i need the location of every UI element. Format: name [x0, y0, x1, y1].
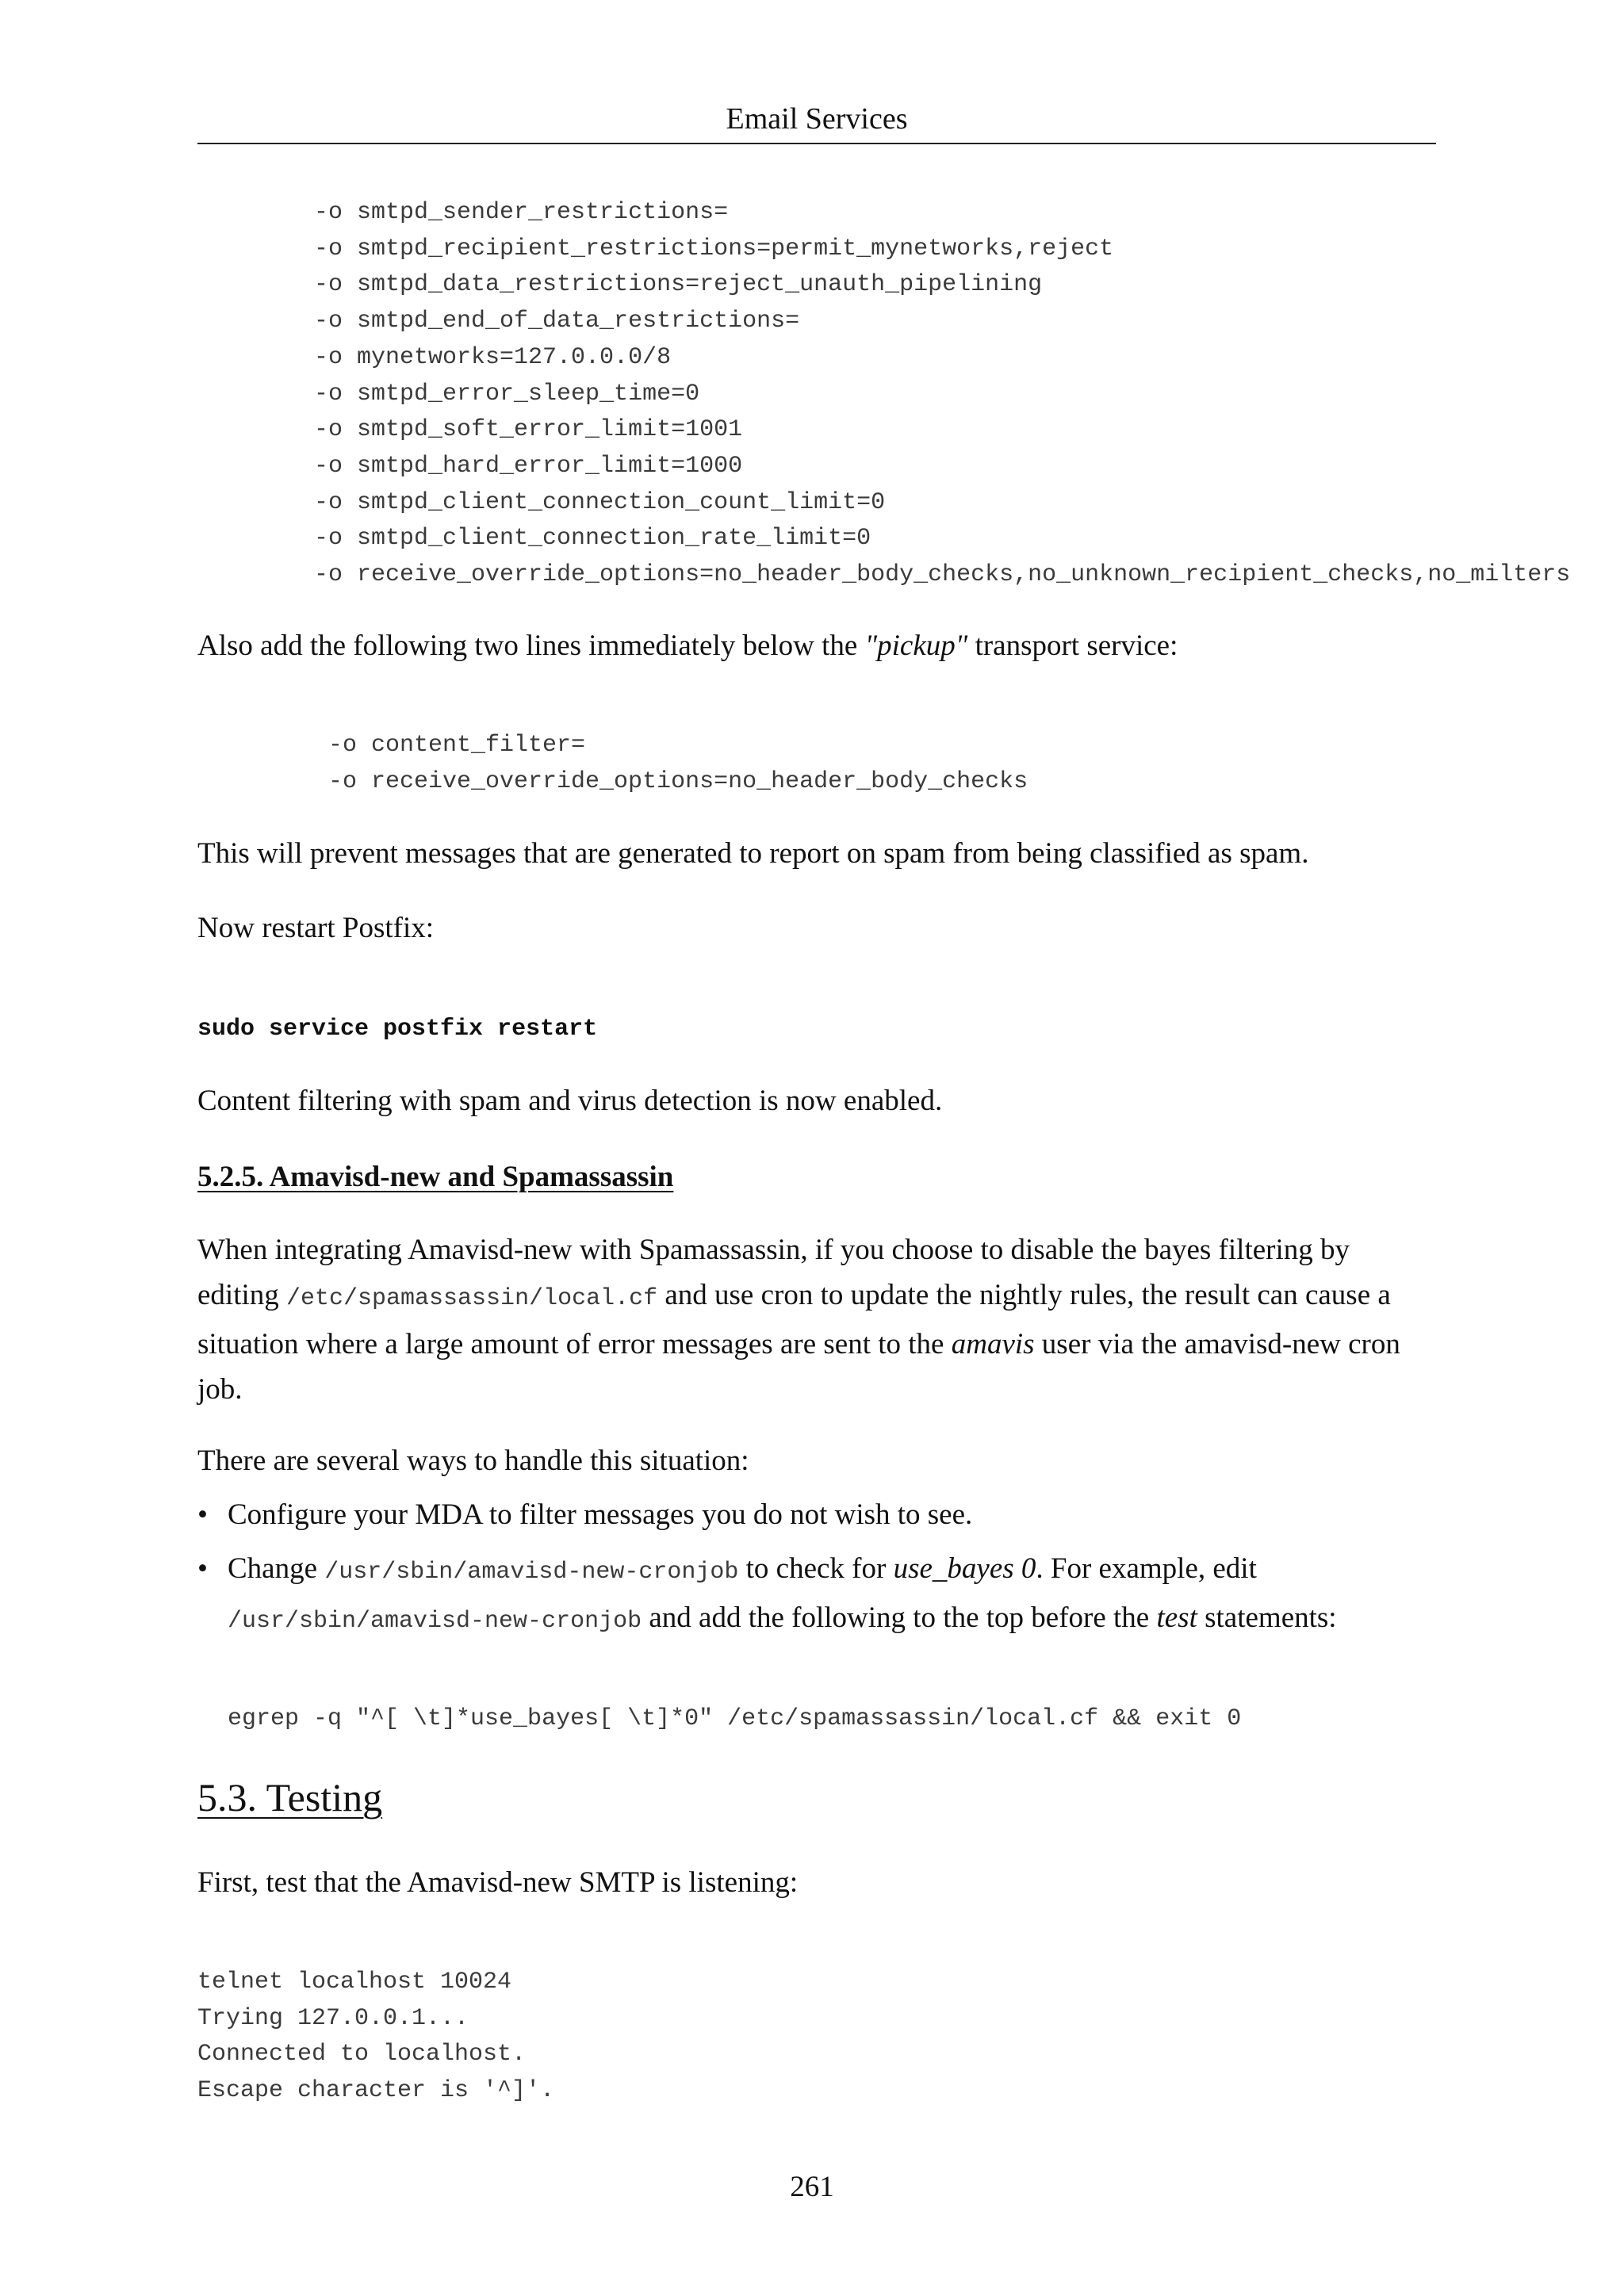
text-run: . For example, edit — [1036, 1552, 1257, 1585]
emphasis-test: test — [1156, 1601, 1197, 1634]
list-item — [197, 1546, 1436, 1644]
code-block-pickup-options — [328, 728, 1028, 800]
text-run: statements: — [1197, 1601, 1337, 1634]
list-item — [197, 1492, 1436, 1537]
paragraph-first-test: First, test that the Amavisd-new SMTP is listening: — [197, 1866, 799, 1899]
header-title: Email Services — [726, 102, 908, 136]
code-line: Escape character is '^]'. — [197, 2077, 555, 2105]
code-line: -o smtpd_error_sleep_time=0 — [314, 380, 700, 408]
text-run: Also add the following two lines immediately below the — [197, 629, 865, 662]
paragraph-integrating — [197, 1227, 1436, 1412]
code-block-telnet — [197, 1965, 554, 2110]
code-line: -o smtpd_client_connection_rate_limit=0 — [314, 525, 871, 553]
code-line: -o content_filter= — [328, 732, 586, 759]
code-line: egrep -q "^[ \t]*use_bayes[ \t]*0" /etc/spamassassin/local.cf && exit 0 — [228, 1705, 1242, 1732]
code-line: -o smtpd_data_restrictions=reject_unauth_pipelining — [314, 271, 1043, 299]
code-line: telnet localhost 10024 — [197, 1969, 512, 1996]
text-run: and use cron to update the nightly rules, the result can cause a situation where a large amount of error messages are sent to the — [197, 1279, 1391, 1360]
code-line: -o receive_override_options=no_header_body_checks — [328, 767, 1028, 795]
code-line: -o smtpd_end_of_data_restrictions= — [314, 308, 800, 335]
text-run: to check for — [738, 1552, 894, 1585]
subsection-heading: 5.2.5. Amavisd-new and Spamassassin — [197, 1161, 674, 1193]
code-line: -o smtpd_client_connection_count_limit=0 — [314, 488, 886, 516]
bullet-icon: • — [197, 1498, 208, 1531]
section-heading: 5.3. Testing — [197, 1775, 383, 1820]
restart-command: sudo service postfix restart — [197, 1016, 598, 1043]
emphasis-use-bayes: use_bayes 0 — [893, 1552, 1036, 1585]
emphasis-pickup: "pickup" — [864, 629, 968, 662]
bullet-list — [197, 1492, 1436, 1653]
paragraph-restart-postfix: Now restart Postfix: — [197, 912, 435, 944]
inline-code-filepath: /etc/spamassassin/local.cf — [286, 1285, 658, 1312]
code-line: -o smtpd_soft_error_limit=1001 — [314, 416, 743, 444]
code-line: -o smtpd_sender_restrictions= — [314, 199, 729, 226]
paragraph-filtering-enabled: Content filtering with spam and virus detection is now enabled. — [197, 1085, 943, 1117]
paragraph-pickup — [197, 623, 1436, 668]
bullet-icon: • — [197, 1552, 208, 1585]
code-line: -o mynetworks=127.0.0.0/8 — [314, 343, 672, 371]
code-line: -o smtpd_recipient_restrictions=permit_mynetworks,reject — [314, 235, 1114, 262]
code-line: -o smtpd_hard_error_limit=1000 — [314, 452, 743, 480]
text-run: When integrating Amavisd-new with Spamassassin, if you choose to disable the bayes filtering by editing — [197, 1234, 1350, 1311]
text-run: Change — [228, 1552, 325, 1585]
code-line: -o receive_override_options=no_header_body_checks,no_unknown_recipient_checks,no_milters — [314, 561, 1571, 589]
list-item-text: Configure your MDA to filter messages you do not wish to see. — [228, 1498, 973, 1531]
running-header — [197, 95, 1436, 144]
paragraph-prevent-spam: This will prevent messages that are generated to report on spam from being classified as spam. — [197, 837, 1309, 870]
paragraph-several-ways: There are several ways to handle this situation: — [197, 1445, 749, 1477]
emphasis-amavis: amavis — [951, 1328, 1035, 1360]
page-footer — [0, 2164, 1624, 2210]
inline-code-filepath: /usr/sbin/amavisd-new-cronjob — [228, 1608, 642, 1635]
text-run: and add the following to the top before the — [642, 1601, 1157, 1634]
code-block-egrep — [228, 1701, 1241, 1738]
code-line: Trying 127.0.0.1... — [197, 2004, 469, 2032]
code-line: Connected to localhost. — [197, 2041, 527, 2068]
page-number: 261 — [790, 2171, 834, 2203]
inline-code-filepath: /usr/sbin/amavisd-new-cronjob — [324, 1559, 739, 1586]
code-block-smtpd-options — [314, 195, 1570, 594]
text-run: user via the amavisd-new cron job. — [197, 1328, 1400, 1406]
text-run: transport service: — [967, 629, 1178, 662]
